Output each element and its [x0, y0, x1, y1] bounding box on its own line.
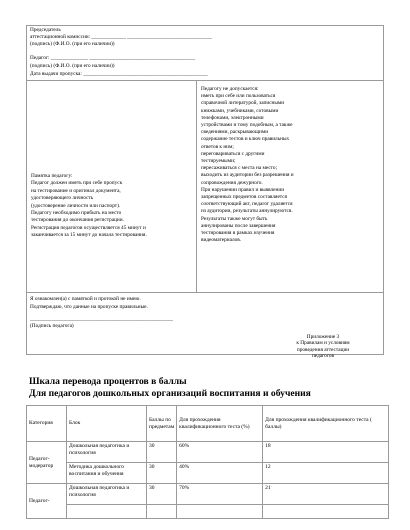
rules-line: устройствами и тому подобным, а также — [201, 122, 293, 129]
rules-line: Педагогу не допускается: — [201, 86, 259, 92]
appendix-note — [276, 334, 370, 360]
form-divider-bottom — [26, 292, 384, 293]
rules-line: книжками, учебниками, сотовыми — [201, 107, 279, 114]
rules-line: из аудитории, результаты аннулируются. — [201, 208, 293, 215]
rules-line: тестирования в рамках изучения — [201, 230, 275, 237]
cell-points: 30 — [147, 463, 177, 484]
form-divider-middle — [196, 80, 197, 292]
memo-line: (удостоверение личности или паспорт). — [31, 202, 121, 209]
commission-line: аттестационной комиссии: _____________ ________________________________ — [30, 34, 212, 40]
table-row — [27, 484, 389, 505]
cell-category: Педагог-модератор — [27, 442, 67, 484]
commission-signature-caption: (подпись) (Ф.И.О. (при его наличии)) — [30, 41, 115, 47]
cell-block: Дошкольная педагогика и психология — [67, 442, 147, 463]
appendix-line: проведения аттестации — [296, 346, 350, 353]
rules-line: Результаты также могут быть — [201, 215, 268, 222]
rules-line: ответов к ним; — [201, 143, 234, 150]
prohibited-rules — [201, 86, 379, 244]
teacher-signature-label: (Подпись педагога) — [30, 323, 74, 329]
table-row — [27, 505, 389, 519]
teacher-line: Педагог: ______________ ________________________________________ — [30, 55, 196, 61]
appendix-line: Приложение 3 — [306, 334, 340, 340]
rules-line: иметь при себе или пользоваться — [201, 93, 276, 100]
signature-underline: ______________________________________________________ — [30, 316, 174, 322]
table-header-row — [27, 406, 389, 442]
header-score: Для прохождения квалификационного теста ( баллы) — [263, 406, 389, 442]
appendix-line: педагогов — [311, 353, 335, 360]
cell-percent: 40% — [177, 463, 263, 484]
cell-score: 18 — [263, 442, 389, 463]
chairman-label: Председатель — [30, 27, 61, 33]
memo-line: на тестирование и оригинал документа, — [31, 187, 121, 194]
cell-points: 30 — [147, 484, 177, 505]
cell-points: 30 — [147, 442, 177, 463]
header-percent: Для прохождения квалификационного теста (%) — [177, 406, 263, 442]
cell-percent: 70% — [177, 484, 263, 505]
rules-line: справочной литературой, записными — [201, 100, 285, 107]
rules-line: видеоматериалов. — [201, 237, 242, 244]
score-conversion-table — [26, 405, 389, 519]
rules-line: При нарушении правил и выявлении — [201, 186, 285, 193]
cell-score — [263, 505, 389, 519]
cell-block: Дошкольная педагогика и психология — [67, 484, 147, 505]
table-row — [27, 442, 389, 463]
cell-percent: 60% — [177, 442, 263, 463]
cell-percent — [177, 505, 263, 519]
rules-line: выходить из аудитории без разрешения и — [201, 172, 294, 179]
memo-line: Памятка педагогу: — [31, 173, 73, 179]
memo-line: тестирования до окончания регистрации. — [31, 217, 124, 224]
memo-line: Педагог должен иметь при себе пропуск — [31, 180, 123, 187]
header-block: Блок — [67, 406, 147, 442]
cell-block: Методика дошкольного воспитания и обучения — [67, 463, 147, 484]
scale-title: Шкала перевода процентов в баллы — [29, 376, 187, 387]
memo-line: заканчивается за 15 минут до начала тестирования. — [31, 232, 147, 239]
header-category: Категория — [27, 406, 67, 442]
cell-score: 12 — [263, 463, 389, 484]
cell-block — [67, 505, 147, 519]
rules-line: переговариваться с другими — [201, 150, 265, 157]
rules-line: запрещенных предметов составляется — [201, 194, 287, 201]
acknowledgement-line: Я ознакомлен(а) с памяткой и протокой не имею. — [30, 296, 141, 302]
rules-line: сопровождения дежурного. — [201, 179, 263, 186]
cell-category: Педагог- — [27, 484, 67, 519]
cell-points — [147, 505, 177, 519]
scale-subtitle: Для педагогов дошкольных организаций воспитания и обучения — [29, 388, 311, 399]
memo-line: удостоверяющего личность — [31, 195, 94, 202]
table-row — [27, 463, 389, 484]
confirmation-line: Подтверждаю, что данные на пропуске правильные. — [30, 304, 148, 310]
rules-line: сведениями, раскрывающими — [201, 129, 269, 136]
teacher-signature-caption: (подпись) (Ф.И.О. (при его наличии)) — [30, 63, 115, 69]
teacher-memo — [31, 173, 191, 240]
header-points: Баллы по предметам — [147, 406, 177, 442]
cell-score: 21 — [263, 484, 389, 505]
form-divider-top — [26, 80, 384, 81]
rules-line: аннулированы после завершения — [201, 222, 276, 229]
rules-line: пересаживаться с места на место; — [201, 165, 278, 172]
rules-line: соответствующий акт, педагог удаляется — [201, 201, 293, 208]
issue-date-line: Дата выдачи пропуска: _______________________________________________ — [30, 71, 208, 77]
memo-line: Педагогу необходимо прибыть на место — [31, 210, 122, 217]
appendix-line: к Правилам и условиям — [296, 340, 350, 347]
rules-line: телефонами, электронными — [201, 114, 264, 121]
rules-line: содержание тестов и ключ правильных — [201, 136, 290, 143]
memo-line: Регистрация педагогов осуществляется 45 минут и — [31, 224, 146, 231]
rules-line: тестируемыми; — [201, 158, 236, 165]
